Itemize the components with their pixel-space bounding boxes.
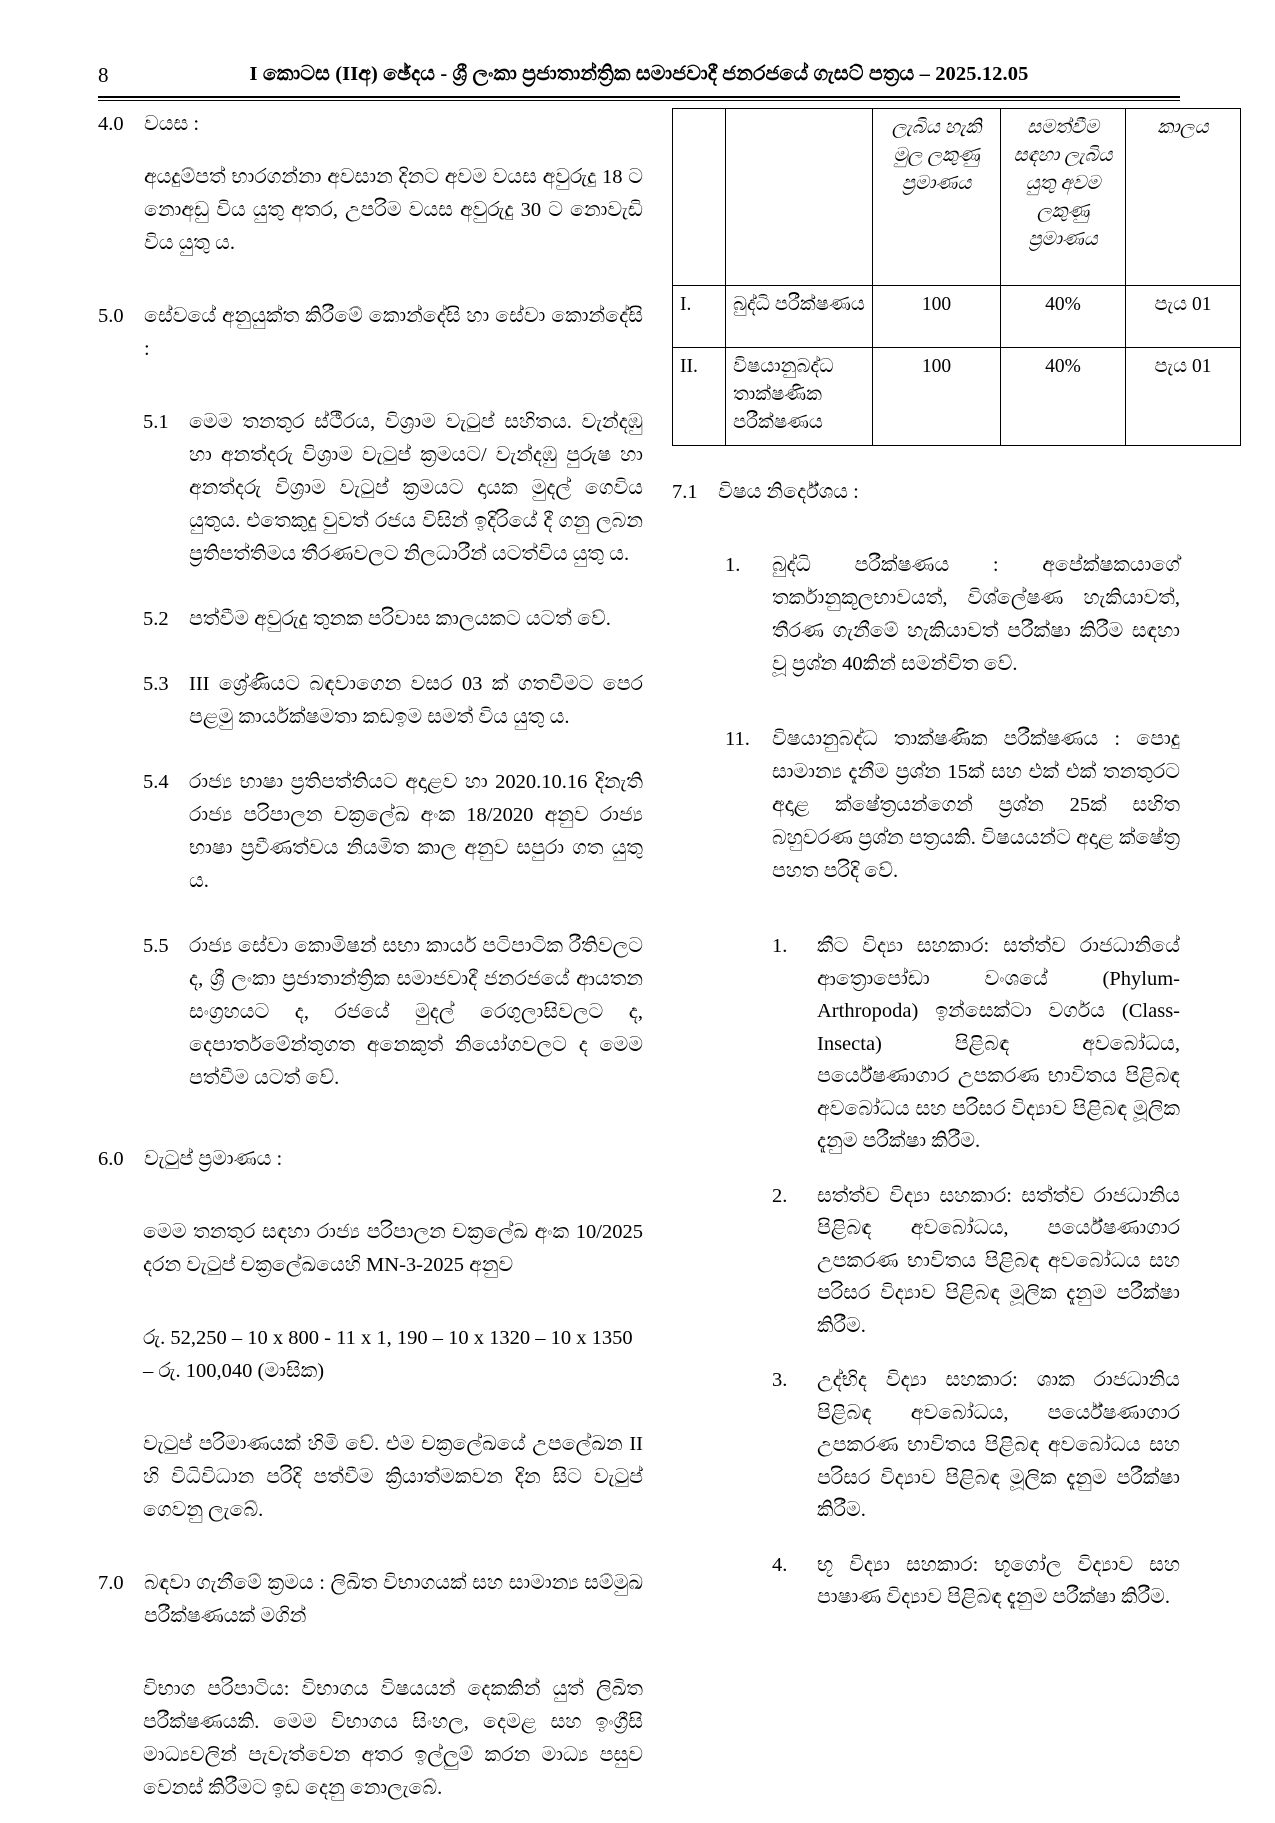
section-6-salary-scale (143, 1322, 643, 1388)
syllabus-item-1-text: බුද්ධි පරීක්ෂණය : අපේක්ෂකයාගේ තර්කානුකූලභාවයත්, විශ්ලේෂණ හැකියාවත්, තීරණ ගැනීමේ හැකියාවත් පරීක්ෂා කිරීම සඳහා වූ ප්‍රශ්න 40කින් සමන්විත වේ. (772, 554, 1180, 675)
table-header-row (673, 109, 1241, 286)
section-5-5 (143, 930, 643, 1095)
examination-table-head (673, 109, 1241, 286)
section-7-1-number: 7.1 (672, 481, 698, 503)
subject-field-2-number: 2. (772, 1184, 788, 1207)
section-6-salary (98, 1143, 643, 1176)
section-6-paragraph-1 (143, 1216, 643, 1282)
col-header-min-marks: සමත්වීම සඳහා ලැබිය යුතු අවම ලකුණු ප්‍රමාණය (1001, 109, 1126, 286)
col-header-exam-name (726, 109, 873, 286)
gazette-header-title: I කොටස (IIඅ) ඡේදය - ශ්‍රී ලංකා ප්‍රජාතාන්ත්‍රික සමාජවාදී ජනරජයේ ගැසට් පත්‍රය – 2025.12.05 (249, 63, 1029, 85)
section-5-3 (143, 668, 643, 734)
section-4-heading: වයස : (144, 113, 200, 135)
syllabus-item-11-text: විෂයානුබද්ධ තාක්ෂණික පරීක්ෂණය : පොදු සාමාන්‍ය දැනීම ප්‍රශ්න 15ක් සහ එක් එක් තනතුරට අදාළ ක්ෂේත්‍රයන්ගෙන් ප්‍රශ්න 25ක් සහිත බහුවරණ ප්‍රශ්න පත්‍රයකි. විෂයයන්ට අදාළ ක්ෂේත්‍ර පහත පරිදි වේ. (772, 728, 1180, 882)
table-row (673, 348, 1241, 446)
table-row (673, 286, 1241, 348)
header-divider (98, 96, 1180, 101)
col-header-roman (673, 109, 726, 286)
row-roman: II. (673, 348, 726, 446)
page-header (98, 60, 1180, 94)
row-exam-name: බුද්ධි පරීක්ෂණය (726, 286, 873, 348)
section-5-1-text: මෙම තනතුර ස්ථීරය, විශ්‍රාම වැටුප් සහිතය. වැන්දඹු හා අනත්දරු විශ්‍රාම වැටුප් ක්‍රමයට/ වැන්දඹු පුරුෂ හා අනත්දරු විශ්‍රාම වැටුප් ක්‍රමයට දායක මුදල් ගෙවිය යුතුය. එතෙකුදු වුවත් රජය විසින් ඉදිරියේ දී ගනු ලබන ප්‍රතිපත්තිමය තීරණවලට නිලධාරීන් යටත්විය යුතු ය. (189, 411, 643, 565)
section-5-4 (143, 766, 643, 898)
section-7-text: විභාග පරිපාටිය: විභාගය විෂයයන් දෙකකින් යුත් ලිඛිත පරීක්ෂණයකි. මෙම විභාගය සිංහල, දෙමළ සහ ඉංග්‍රීසි මාධ්‍යවලින් පැවැත්වෙන අතර ඉල්ලුම් කරන මාධ්‍ය පසුව වෙනස් කිරීමට ඉඩ දෙනු නොලැබේ. (143, 1678, 644, 1799)
row-duration: පැය 01 (1126, 286, 1241, 348)
section-4-text: අයදුම්පත් භාරගන්නා අවසාන දිනට අවම වයස අවුරුදු 18 ට නොඅඩු විය යුතු අතර, උපරිම වයස අවුරුදු 30 ට නොවැඩි විය යුතු ය. (144, 166, 643, 254)
section-5-2-text: පත්වීම අවුරුදු තුනක පරිවාස කාලයකට යටත් වේ. (189, 608, 611, 630)
section-6-text-2: වැටුප් පරිමාණයක් හිමි වේ. එම චක්‍රලේඛයේ උපලේඛන II හි විධිවිධාන පරිදි පත්වීම ක්‍රියාත්මකවන දින සිට වැටුප් ගෙවනු ලැබේ. (143, 1433, 643, 1521)
section-7-1-syllabus (672, 476, 1180, 509)
syllabus-item-1 (725, 549, 1180, 681)
row-roman: I. (673, 286, 726, 348)
subject-field-4-number: 4. (772, 1553, 788, 1576)
section-5-3-text: III ශ්‍රේණියට බඳවාගෙන වසර 03 ක් ගතවීමට පෙර පළමු කාර්යක්ෂමතා කඩඉම සමත් විය යුතු ය. (189, 673, 643, 728)
row-exam-name: විෂයානුබද්ධ තාක්ෂණික පරීක්ෂණය (726, 348, 873, 446)
col-header-total-marks: ලැබිය හැකි මුල ලකුණු ප්‍රමාණය (873, 109, 1001, 286)
syllabus-item-1-number: 1. (725, 554, 741, 576)
section-5-5-text: රාජ්‍ය සේවා කොමිෂන් සභා කාර්ය පටිපාටික රීතිවලට ද, ශ්‍රී ලංකා ප්‍රජාතාන්ත්‍රික සමාජවාදී ජනරජයේ ආයතන සංග්‍රහයට ද, රජයේ මුදල් රෙගුලාසිවලට ද, දෙපාර්තමේන්තුගත අනෙකුත් නියෝගවලට ද මෙම පත්වීම යටත් වේ. (189, 935, 643, 1089)
subject-field-4 (772, 1549, 1180, 1614)
subject-field-3 (772, 1364, 1180, 1527)
row-duration: පැය 01 (1126, 348, 1241, 446)
section-5-1-number: 5.1 (143, 411, 169, 433)
examination-table-body (673, 286, 1241, 446)
section-5-4-text: රාජ්‍ය භාෂා ප්‍රතිපත්තියට අදාළව හා 2020.10.16 දිනැති රාජ්‍ය පරිපාලන චක්‍රලේඛ අංක 18/2020 අනුව රාජ්‍ය භාෂා ප්‍රවීණත්වය නියමිත කාල අනුව සපුරා ගත යුතු ය. (189, 771, 643, 892)
subject-field-3-text: උද්භිද විද්‍යා සහකාර: ශාක රාජධානිය පිළිබඳ අවබෝධය, පර්යේෂණාගාර උපකරණ භාවිතය පිළිබඳ අවබෝධය සහ පරිසර විද්‍යාව පිළිබඳ මූලික දැනුම පරීක්ෂා කිරීම. (817, 1369, 1180, 1521)
subject-field-2 (772, 1180, 1180, 1343)
subject-field-4-text: භූ විද්‍යා සහකාර: භූගෝල විද්‍යාව සහ පාෂාණ විද්‍යාව පිළිබඳ දැනුම පරීක්ෂා කිරීම. (817, 1553, 1180, 1608)
section-6-number: 6.0 (98, 1148, 124, 1170)
section-5-number: 5.0 (98, 305, 124, 327)
section-5-5-number: 5.5 (143, 935, 169, 957)
subject-field-3-number: 3. (772, 1369, 788, 1391)
subject-field-2-text: සත්ත්ව විද්‍යා සහකාර: සත්ත්ව රාජධානිය පිළිබඳ අවබෝධය, පර්යේෂණාගාර උපකරණ භාවිතය පිළිබඳ අවබෝධය සහ පරිසර විද්‍යාව පිළිබඳ මූලික දැනුම පරීක්ෂා කිරීම. (817, 1184, 1180, 1337)
salary-scale-value: රු. 52,250 – 10 x 800 - 11 x 1, 190 – 10 x 1320 – 10 x 1350 – රු. 100,040 (මාසික) (143, 1327, 633, 1382)
syllabus-item-11-number: 11. (725, 728, 750, 750)
section-5-2-number: 5.2 (143, 608, 169, 630)
section-6-paragraph-2 (143, 1428, 643, 1527)
section-5-3-number: 5.3 (143, 673, 169, 695)
row-total-marks: 100 (873, 286, 1001, 348)
col-header-duration: කාලය (1126, 109, 1241, 286)
section-6-heading: වැටුප් ප්‍රමාණය : (144, 1148, 283, 1170)
examination-table (672, 108, 1241, 446)
subject-field-1-number: 1. (772, 935, 788, 957)
right-column (672, 108, 1212, 1636)
page-number: 8 (98, 63, 109, 87)
section-4-number: 4.0 (98, 113, 124, 135)
section-5-heading: සේවයේ අනුයුක්ත කිරීමේ කොන්දේසි හා සේවා කොන්දේසි : (144, 305, 643, 360)
section-5-4-number: 5.4 (143, 771, 169, 793)
syllabus-item-11 (725, 723, 1180, 888)
section-4-age (98, 108, 643, 260)
left-column (98, 108, 643, 1823)
section-6-text-1: මෙම තනතුර සඳහා රාජ්‍ය පරිපාලන චක්‍රලේඛ අංක 10/2025 දරන වැටුප් චක්‍රලේඛයෙහි MN-3-2025 අනුව (143, 1221, 643, 1276)
section-7-number: 7.0 (98, 1572, 124, 1594)
row-min-marks: 40% (1001, 348, 1126, 446)
section-7-1-heading: විෂය නිර්දේශය : (718, 481, 859, 503)
section-5-1 (143, 406, 643, 571)
section-7-heading: බඳවා ගැනීමේ ක්‍රමය : ලිඛිත විභාගයක් සහ සාමාන්‍ය සම්මුඛ පරීක්ෂණයක් මගින් (144, 1572, 643, 1627)
row-min-marks: 40% (1001, 286, 1126, 348)
row-total-marks: 100 (873, 348, 1001, 446)
section-5-2 (143, 603, 643, 636)
section-7-exam-procedure (143, 1673, 643, 1805)
section-5-service-conditions (98, 300, 643, 366)
subject-field-1 (772, 930, 1180, 1158)
subject-field-1-text: කීට විද්‍යා සහකාර: සත්ත්ව රාජධානියේ ආත්‍රොපෝඩා වංශයේ (Phylum-Arthropoda) ඉන්සෙක්ටා වර්ගය (Class-Insecta) පිළිබඳ අවබෝධය, පර්යේෂණාගාර උපකරණ භාවිතය පිළිබඳ අවබෝධය සහ පරිසර විද්‍යාව පිළිබඳ මූලික දැනුම පරීක්ෂා කිරීම. (817, 935, 1180, 1152)
section-7-recruitment-method (98, 1567, 643, 1633)
